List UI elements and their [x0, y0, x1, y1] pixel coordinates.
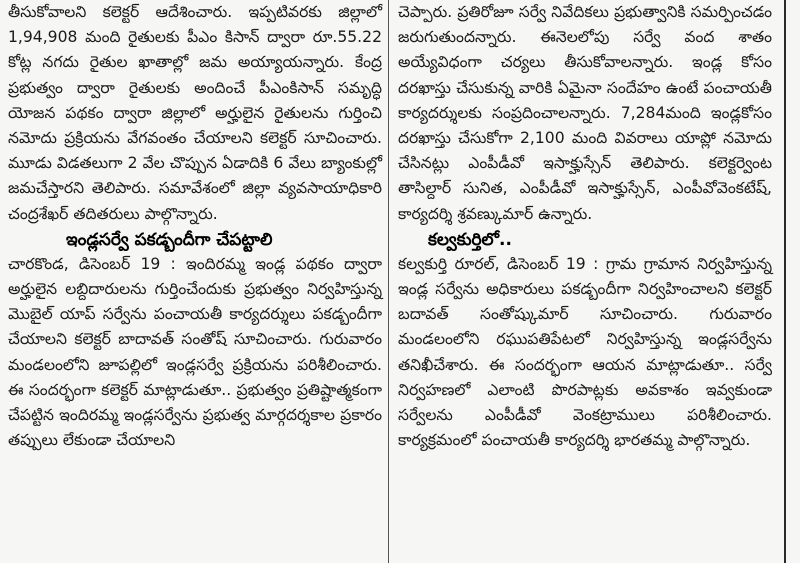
left-paragraph-2: చారకొండ, డిసెంబర్ 19 : ఇందిరమ్మ ఇండ్ల పథకం ద్వారా అర్హులైన లబ్దిదారులను గుర్తించేందుకు ప్రభుత్వం నిర్వహిస్తున్న మొబైల్ యాప్ సర్వేను పంచాయతీ కార్యదర్శులు పకడ్బందీగా చేయాలని కలెక్టర్ బాదావత్ సంతోష్ సూచించారు. గురువారం మండలంలోని జూపల్లిలో ఇండ్లసర్వే ప్రక్రియను పరిశీలించారు. ఈ సందర్భంగా కలెక్టర్ మాట్లాడుతూ.. ప్రభుత్వం ప్రతిష్టాత్మకంగా చేపట్టిన ఇందిరమ్మ ఇండ్లసర్వేను ప్రభుత్వ మార్గదర్శకాల ప్రకారం తప్పులు లేకుండా చేయాలని [8, 254, 382, 450]
left-column [6, 0, 384, 563]
left-subheading: ఇండ్లసర్వే పకడ్బందీగా చేపట్టాలి [66, 229, 273, 250]
column-divider [388, 0, 389, 563]
right-column [396, 0, 774, 563]
right-paragraph-2: కల్వకుర్తి రూరల్, డిసెంబర్ 19 : గ్రామ గ్రామాన నిర్వహిస్తున్న ఇండ్ల సర్వేను అధికారులు పకడ్బందీగా నిర్వహించాలని కలెక్టర్ బదావత్ సంతోష్కుమార్ సూచించారు. గురువారం మండలంలోని రఘుపతిపేటలో నిర్వహిస్తున్న ఇండ్లసర్వేను తనిఖీచేశారు. ఈ సందర్భంగా ఆయన మాట్లాడుతూ.. సర్వే నిర్వహణలో ఎలాంటి పొరపాట్లకు అవకాశం ఇవ్వకుండా సర్వేలను ఎంపీడీవో వెంకట్రాములు పరిశీలించారు. కార్యక్రమంలో పంచాయతీ కార్యదర్శి భారతమ్మ పాల్గొన్నారు. [398, 254, 772, 450]
left-paragraph-1: తీసుకోవాలని కలెక్టర్ ఆదేశించారు. ఇప్పటివరకు జిల్లాలో 1,94,908 మంది రైతులకు పీఎం కిసాన్ ద్వారా రూ.55.22 కోట్ల నగదు రైతుల ఖాతాల్లో జమ అయ్యాయన్నారు. కేంద్ర ప్రభుత్వం ద్వారా రైతులకు అందించే పీఎంకిసాన్ సమృద్ధి యోజన పథకం ద్వారా జిల్లాలో అర్హులైన రైతులను గుర్తించి నమోదు ప్రక్రియను వేగవంతం చేయాలని కలెక్టర్ సూచించారు. మూడు విడతలుగా 2 వేల చొప్పున ఏడాదికి 6 వేలు బ్యాంకుల్లో జమచేస్తారని తెలిపారు. సమావేశంలో జిల్లా వ్యవసాయాధికారి చంద్రశేఖర్ తదితరులు పాల్గొన్నారు. [8, 3, 382, 223]
right-subheading: కల్వకుర్తిలో.. [428, 229, 512, 250]
page-edge-border [784, 0, 786, 563]
right-paragraph-1: చెప్పారు. ప్రతిరోజూ సర్వే నివేదికలు ప్రభుత్వానికి సమర్పించడం జరుగుతుందన్నారు. ఈనెలలోపు సర్వే వంద శాతం అయ్యేవిధంగా చర్యలు తీసుకోవాలన్నారు. ఇండ్ల కోసం దరఖాస్తు చేసుకున్న వారికి ఏమైనా సందేహం ఉంటే పంచాయతీ కార్యదర్శులకు సంప్రదించాలన్నారు. 7,284మంది ఇండ్లకోసం దరఖాస్తు చేసుకోగా 2,100 మంది వివరాలు యాప్లో నమోదు చేసినట్లు ఎంపీడీవో ఇసాక్హుస్సేన్ తెలిపారు. కలెక్టర్వెంట తాసిల్దార్ సునిత, ఎంపీడీవో ఇసాక్హుస్సేన్, ఎంపీవోవెంకటేష్, కార్యదర్శి శ్రవణ్కుమార్ ఉన్నారు. [398, 3, 772, 223]
